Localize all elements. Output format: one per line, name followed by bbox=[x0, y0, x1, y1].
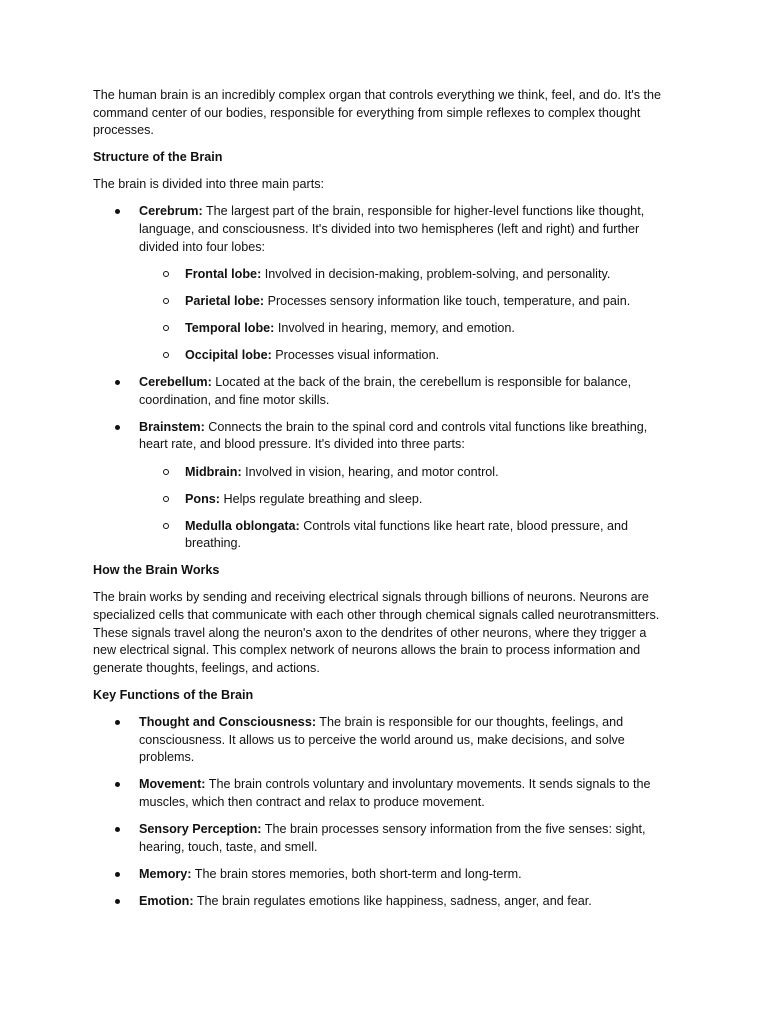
item-term: Memory: bbox=[139, 866, 192, 881]
item-term: Frontal lobe: bbox=[185, 266, 262, 281]
list-item-midbrain bbox=[139, 464, 672, 482]
brainstem-parts-list bbox=[139, 464, 672, 553]
list-item-sensory-perception bbox=[93, 821, 672, 856]
list-item-temporal-lobe bbox=[139, 320, 672, 338]
list-item-pons bbox=[139, 491, 672, 509]
functions-list bbox=[93, 714, 672, 910]
functions-heading: Key Functions of the Brain bbox=[93, 687, 254, 702]
list-item-memory bbox=[93, 866, 672, 884]
item-term: Pons: bbox=[185, 491, 220, 506]
bullet-icon bbox=[115, 209, 120, 214]
item-text: Connects the brain to the spinal cord and controls vital functions like breathing, heart rate, and blood pressure. It's divided into three parts: bbox=[139, 419, 648, 452]
item-term: Occipital lobe: bbox=[185, 348, 272, 363]
bullet-icon bbox=[115, 380, 120, 385]
bullet-icon bbox=[115, 782, 120, 787]
bullet-icon bbox=[115, 899, 120, 904]
item-term: Brainstem: bbox=[139, 419, 205, 434]
item-term: Cerebrum: bbox=[139, 204, 203, 219]
list-item-brainstem bbox=[93, 419, 672, 553]
item-term: Sensory Perception: bbox=[139, 822, 262, 836]
item-text: The brain is responsible for our thoughts, feelings, and consciousness. It allows us to perceive the world around us, make decisions, and solve problems. bbox=[139, 715, 625, 765]
item-term: Medulla oblongata: bbox=[185, 518, 300, 533]
item-term: Emotion: bbox=[139, 893, 194, 908]
list-item-medulla-oblongata bbox=[139, 518, 672, 553]
list-item-cerebrum bbox=[93, 203, 672, 364]
circle-bullet-icon bbox=[163, 271, 169, 277]
item-text: Involved in vision, hearing, and motor control. bbox=[241, 464, 499, 479]
circle-bullet-icon bbox=[163, 352, 169, 358]
list-item-movement bbox=[93, 776, 672, 811]
structure-lead: The brain is divided into three main parts: bbox=[93, 177, 325, 192]
item-text: The brain controls voluntary and involuntary movements. It sends signals to the muscles, which then contract and relax to produce movement. bbox=[139, 777, 651, 809]
item-term: Parietal lobe: bbox=[185, 293, 265, 308]
item-text: Involved in decision-making, problem-solving, and personality. bbox=[261, 266, 611, 281]
works-heading: How the Brain Works bbox=[93, 563, 220, 578]
works-paragraph: The brain works by sending and receiving electrical signals through billions of neurons. Neurons are specialized cells that communicate with each other through chemical signals called neurotransmitters. These signals travel along the neuron's axon to the dendrites of other neurons, where they trigger a new electrical signal. This complex network of neurons allows the brain to process information and generate thoughts, feelings, and actions. bbox=[93, 590, 660, 675]
item-text: The largest part of the brain, responsible for higher-level functions like thought, language, and consciousness. It's divided into two hemispheres (left and right) and further divided into four lobes: bbox=[139, 204, 645, 254]
brain-parts-list bbox=[93, 203, 672, 552]
item-text: Located at the back of the brain, the cerebellum is responsible for balance, coordination, and fine motor skills. bbox=[139, 375, 632, 407]
list-item-emotion bbox=[93, 893, 672, 911]
intro-paragraph: The human brain is an incredibly complex organ that controls everything we think, feel, and do. It's the command center of our bodies, responsible for everything from simple reflexes to complex thought processes. bbox=[93, 88, 662, 138]
item-term: Midbrain: bbox=[185, 464, 242, 479]
list-item-occipital-lobe bbox=[139, 347, 672, 365]
circle-bullet-icon bbox=[163, 325, 169, 331]
circle-bullet-icon bbox=[163, 523, 169, 529]
structure-heading: Structure of the Brain bbox=[93, 150, 223, 165]
item-text: The brain stores memories, both short-term and long-term. bbox=[191, 866, 522, 881]
item-term: Thought and Consciousness: bbox=[139, 715, 317, 730]
bullet-icon bbox=[115, 425, 120, 430]
circle-bullet-icon bbox=[163, 496, 169, 502]
bullet-icon bbox=[115, 827, 120, 832]
item-text: Processes sensory information like touch, temperature, and pain. bbox=[264, 293, 631, 308]
circle-bullet-icon bbox=[163, 298, 169, 304]
bullet-icon bbox=[115, 720, 120, 725]
item-text: Controls vital functions like heart rate, blood pressure, and breathing. bbox=[185, 518, 629, 551]
circle-bullet-icon bbox=[163, 469, 169, 475]
item-term: Movement: bbox=[139, 777, 206, 792]
list-item-parietal-lobe bbox=[139, 293, 672, 311]
item-term: Cerebellum: bbox=[139, 375, 212, 390]
list-item-cerebellum bbox=[93, 374, 672, 409]
item-term: Temporal lobe: bbox=[185, 320, 275, 335]
item-text: Helps regulate breathing and sleep. bbox=[219, 491, 423, 506]
item-text: Involved in hearing, memory, and emotion. bbox=[274, 320, 515, 335]
item-text: Processes visual information. bbox=[271, 348, 440, 363]
list-item-thought bbox=[93, 714, 672, 767]
lobes-list bbox=[139, 266, 672, 365]
item-text: The brain regulates emotions like happiness, sadness, anger, and fear. bbox=[193, 893, 592, 908]
bullet-icon bbox=[115, 872, 120, 877]
item-text: The brain processes sensory information from the five senses: sight, hearing, touch, taste, and smell. bbox=[139, 822, 646, 854]
list-item-frontal-lobe bbox=[139, 266, 672, 284]
